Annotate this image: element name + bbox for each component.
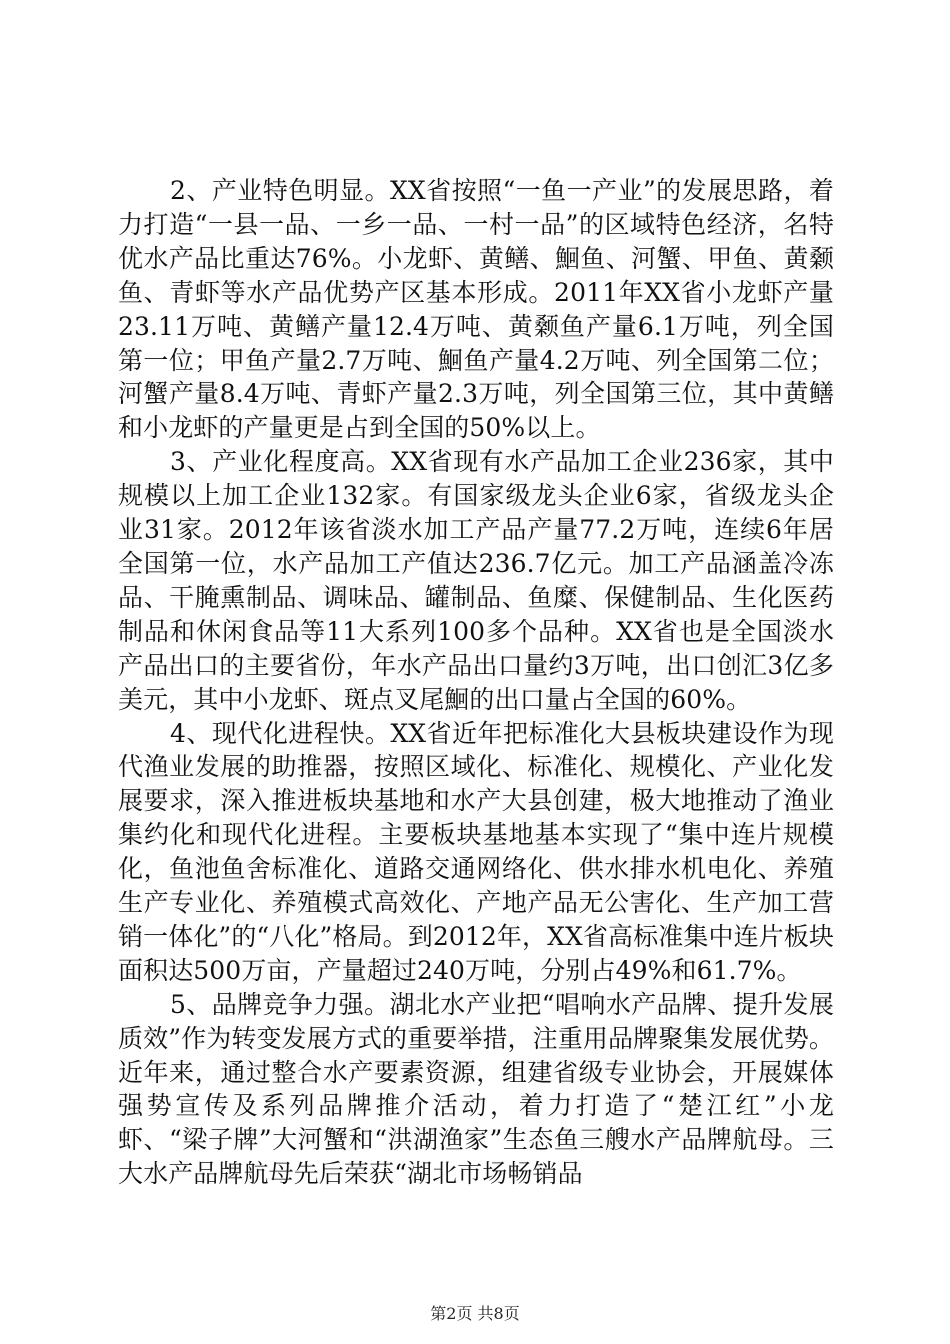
paragraph-brand-competitiveness: 5、品牌竞争力强。湖北水产业把“唱响水产品牌、提升发展质效”作为转变发展方式的重要举措，注重用品牌聚集发展优势。近年来，通过整合水产要素资源，组建省级专业协会，开展媒体强势宣传及系列品牌推介活动，着力打造了“楚江红”小龙虾、“梁子牌”大河蟹和“洪湖渔家”生态鱼三艘水产品牌航母。三大水产品牌航母先后荣获“湖北市场畅销品: [118, 989, 834, 1189]
paragraph-industrialization: 3、产业化程度高。XX省现有水产品加工企业236家，其中规模以上加工企业132家。有国家级龙头企业6家，省级龙头企业31家。2012年该省淡水加工产品产量77.2万吨，连续6年居全国第一位，水产品加工产值达236.7亿元。加工产品涵盖冷冻品、干腌熏制品、调味品、罐制品、鱼糜、保健制品、生化医药制品和休闲食品等11大系列100多个品种。XX省也是全国淡水产品出口的主要省份，年水产品出口量约3万吨，出口创汇3亿多美元，其中小龙虾、斑点叉尾鮰的出口量占全国的60%。: [118, 447, 834, 714]
document-body: [118, 174, 834, 1191]
paragraph-industry-features: 2、产业特色明显。XX省按照“一鱼一产业”的发展思路，着力打造“一县一品、一乡一品、一村一品”的区域特色经济，名特优水产品比重达76%。小龙虾、黄鳝、鮰鱼、河蟹、甲鱼、黄颡鱼、青虾等水产品优势产区基本形成。2011年XX省小龙虾产量23.11万吨、黄鳝产量12.4万吨、黄颡鱼产量6.1万吨，列全国第一位；甲鱼产量2.7万吨、鮰鱼产量4.2万吨、列全国第二位；河蟹产量8.4万吨、青虾产量2.3万吨，列全国第三位，其中黄鳝和小龙虾的产量更是占到全国的50%以上。: [118, 176, 834, 443]
page-footer: 第2页 共8页: [430, 1304, 520, 1323]
paragraph-modernization: 4、现代化进程快。XX省近年把标准化大县板块建设作为现代渔业发展的助推器，按照区域化、标准化、规模化、产业化发展要求，深入推进板块基地和水产大县创建，极大地推动了渔业集约化和现代化进程。主要板块基地基本实现了“集中连片规模化，鱼池鱼舍标准化、道路交通网络化、供水排水机电化、养殖生产专业化、养殖模式高效化、产地产品无公害化、生产加工营销一体化”的“八化”格局。到2012年，XX省高标准集中连片板块面积达500万亩，产量超过240万吨，分别占49%和61.7%。: [118, 718, 834, 985]
